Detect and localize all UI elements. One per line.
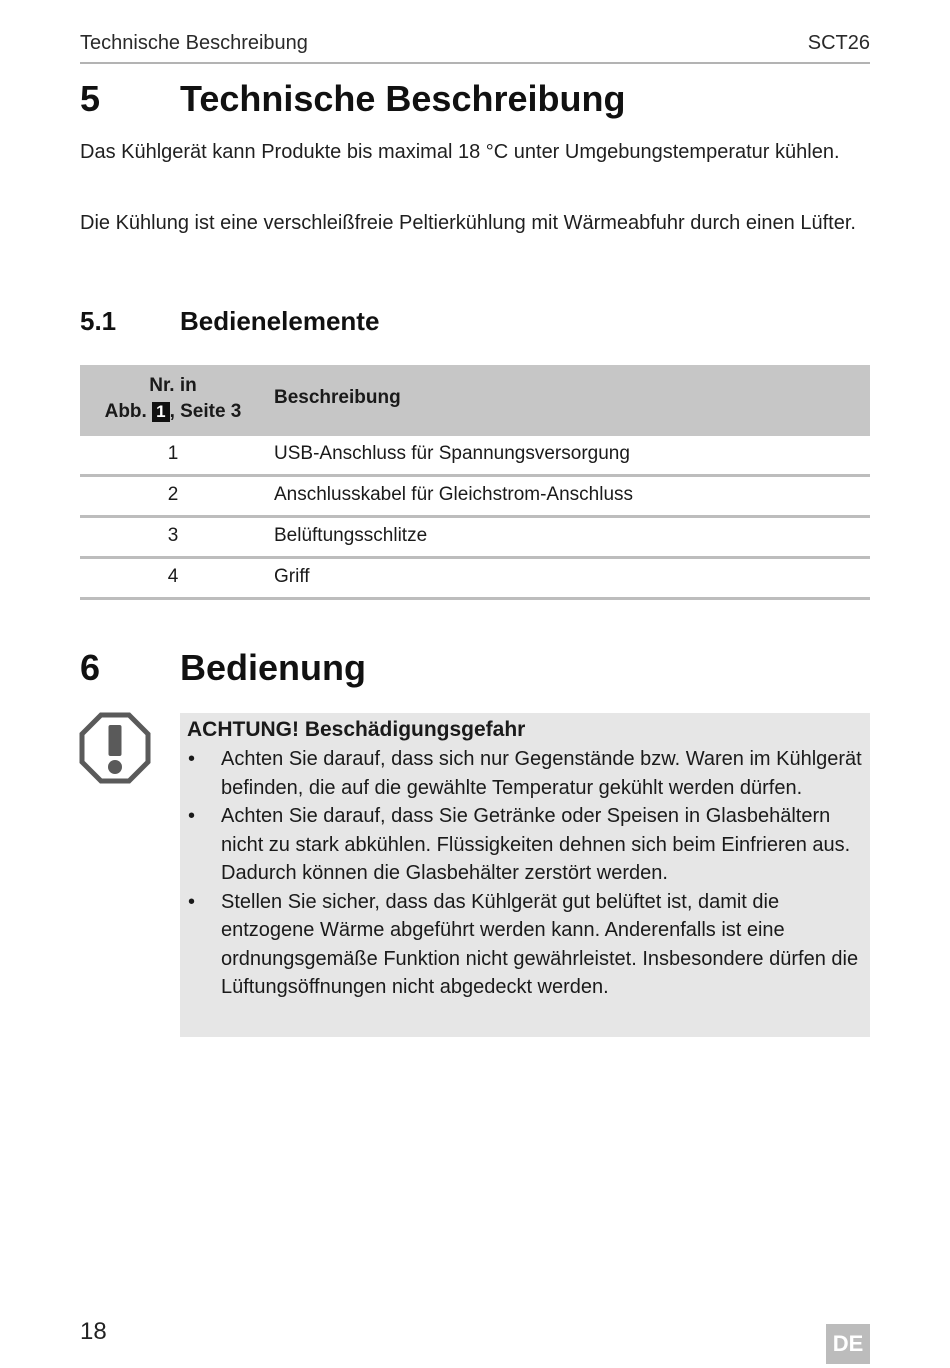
list-item [180,802,870,888]
column-header-number-line1: Nr. in [149,375,197,396]
warning-box [180,713,870,1037]
list-item-text: Achten Sie darauf, dass Sie Getränke oder Speisen in Glasbehältern nicht zu stark abkühlen. Flüssigkeiten dehnen sich beim Einfrieren aus. Dadurch können die Glasbehälter zerstört werden. [221,805,851,884]
section-5-paragraph-1: Das Kühlgerät kann Produkte bis maximal 18 °C unter Umgebungstemperatur kühlen. [80,141,840,163]
section-5-paragraph-2: Die Kühlung ist eine verschleißfreie Peltierkühlung mit Wärmeabfuhr durch einen Lüfter. [80,212,856,234]
abb-label: Abb. [104,401,147,422]
header-model-name: SCT26 [807,32,870,54]
bullet-icon: • [188,890,196,913]
section-5-number: 5 [80,78,101,119]
row-description: Griff [274,566,310,587]
section-5-title: Technische Beschreibung [180,78,626,119]
row-number: 3 [167,525,179,546]
list-item-text: Achten Sie darauf, dass sich nur Gegenstände bzw. Waren im Kühlgerät befinden, die auf die gewählte Temperatur gekühlt werden dürfen. [221,748,862,799]
row-description: USB-Anschluss für Spannungsversorgung [274,443,630,464]
header-chapter-title: Technische Beschreibung [80,32,308,54]
exclamation-octagon-icon [79,712,151,784]
table-row [80,559,870,600]
table-header [80,365,870,436]
section-6-title: Bedienung [180,647,366,688]
page-number: 18 [80,1318,107,1345]
list-item [180,745,870,802]
list-item-text: Stellen Sie sicher, dass das Kühlgerät gut belüftet ist, damit die entzogene Wärme abgeführt werden kann. Anderenfalls ist eine ordnungsgemäße Funktion nicht gewährleistet. Insbesondere dürfen die Lüftungsöffnungen nicht abgedeckt werden. [221,890,859,998]
page-reference: , Seite 3 [169,401,242,422]
table-row [80,518,870,559]
table-row [80,477,870,518]
warning-list [180,745,870,1002]
table-row [80,436,870,477]
page-header [80,30,870,64]
column-header-number [80,373,266,425]
row-description: Anschlusskabel für Gleichstrom-Anschluss [274,484,634,505]
list-item [180,888,870,1002]
controls-table [80,365,870,600]
section-5-1-title: Bedienelemente [180,306,380,336]
row-description: Belüftungsschlitze [274,525,428,546]
section-6-number: 6 [80,647,101,688]
column-header-number-line2 [80,399,266,425]
figure-number-box: 1 [152,402,169,422]
bullet-icon: • [188,805,196,827]
bullet-icon: • [188,748,196,770]
warning-title: ACHTUNG! Beschädigungsgefahr [187,718,526,741]
row-number: 1 [167,443,179,464]
section-5-1-number: 5.1 [80,306,117,336]
row-number: 2 [167,484,179,505]
column-header-description: Beschreibung [274,387,401,408]
language-badge: DE [826,1324,870,1364]
row-number: 4 [167,566,179,587]
